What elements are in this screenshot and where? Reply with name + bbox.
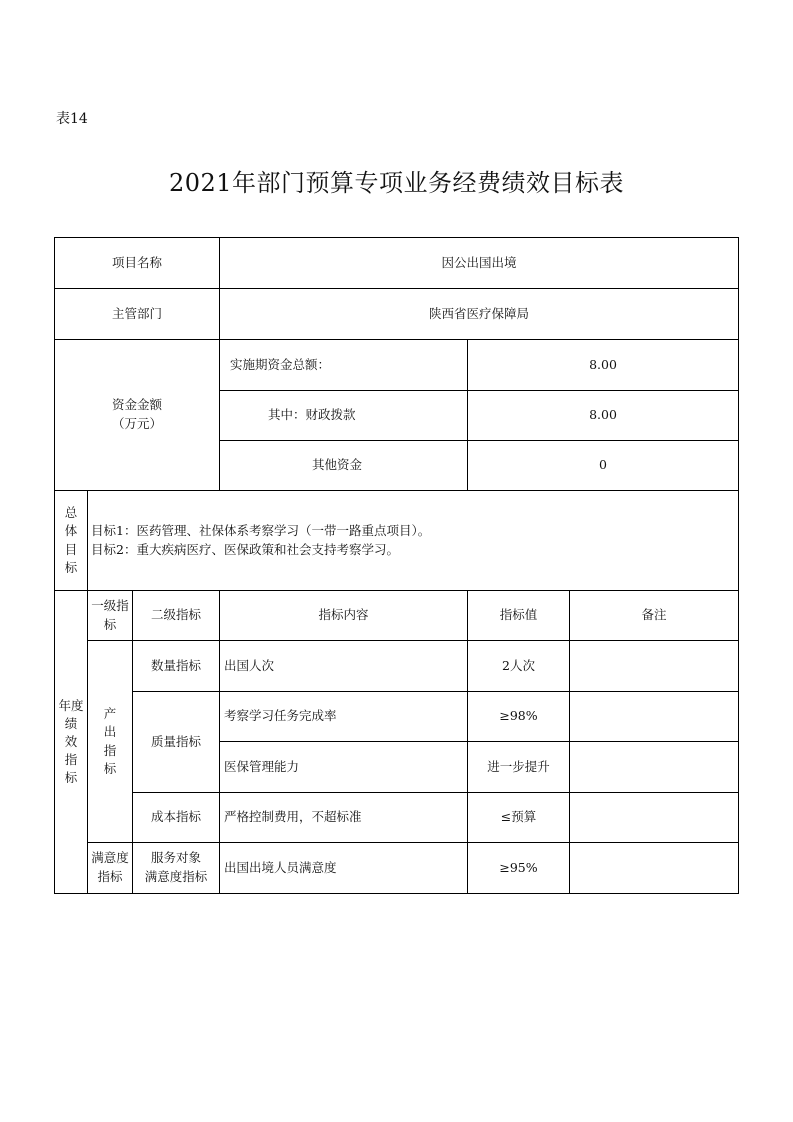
funding-total-value: 8.00 xyxy=(467,339,739,391)
satisfaction-label-line2: 指标 xyxy=(97,869,123,884)
row-quantity-note xyxy=(569,640,739,692)
annual-label-char: 效 xyxy=(64,733,78,749)
header-note: 备注 xyxy=(569,590,739,641)
row-cost-note xyxy=(569,792,739,843)
row-quality-level2: 质量指标 xyxy=(132,691,220,793)
output-indicators-label xyxy=(87,640,133,843)
funding-fiscal-label: 其中：财政拨款 xyxy=(219,390,468,441)
header-level1-line1: 一级指 xyxy=(91,597,129,613)
funding-label-line2: （万元） xyxy=(111,416,162,431)
funding-fiscal-value: 8.00 xyxy=(467,390,739,441)
row-quality-content-1: 考察学习任务完成率 xyxy=(219,691,468,742)
row-satisfaction-level2 xyxy=(132,842,220,894)
row-satisfaction-content: 出国出境人员满意度 xyxy=(219,842,468,894)
row-quantity-content: 出国人次 xyxy=(219,640,468,692)
row-cost-level2: 成本指标 xyxy=(132,792,220,843)
document-title: 2021年部门预算专项业务经费绩效目标表 xyxy=(168,169,625,197)
overall-goal-text xyxy=(87,490,739,591)
overall-goal-char: 体 xyxy=(64,523,78,539)
overall-goal-label xyxy=(54,490,88,591)
row-satisfaction-value: ≥95% xyxy=(467,842,570,894)
overall-goal-line-2: 目标2：重大疾病医疗、医保政策和社会支持考察学习。 xyxy=(91,541,399,557)
row-quality-value-1: ≥98% xyxy=(467,691,570,742)
overall-goal-line-1: 目标1：医药管理、社保体系考察学习（一带一路重点项目）。 xyxy=(91,522,431,538)
row-quality-content-2: 医保管理能力 xyxy=(219,741,468,793)
annual-label-char: 年度 xyxy=(58,697,84,713)
overall-goal-char: 目 xyxy=(64,541,78,557)
row-quality-value-2: 进一步提升 xyxy=(467,741,570,793)
header-level1 xyxy=(87,590,133,641)
header-value: 指标值 xyxy=(467,590,570,641)
funding-other-value: 0 xyxy=(467,440,739,491)
annual-label-char: 指 xyxy=(64,752,78,768)
row-cost-value: ≤预算 xyxy=(467,792,570,843)
output-label-char: 指 xyxy=(103,742,117,758)
row-quality-note-1 xyxy=(569,691,739,742)
row-quantity-level2: 数量指标 xyxy=(132,640,220,692)
funding-other-label: 其他资金 xyxy=(219,440,468,491)
department-value: 陕西省医疗保障局 xyxy=(219,288,739,340)
annual-label-char: 标 xyxy=(64,770,78,786)
overall-goal-char: 标 xyxy=(64,559,78,575)
output-label-char: 出 xyxy=(103,724,117,740)
row-cost-content: 严格控制费用，不超标准 xyxy=(219,792,468,843)
department-label: 主管部门 xyxy=(54,288,220,340)
output-label-char: 标 xyxy=(103,760,117,776)
header-level1-line2: 标 xyxy=(103,616,117,632)
row-satisfaction-level2-line2: 满意度指标 xyxy=(144,869,208,884)
funding-label-line1: 资金金额 xyxy=(111,397,162,413)
funding-label xyxy=(54,339,220,491)
overall-goal-char: 总 xyxy=(64,505,78,521)
row-quality-note-2 xyxy=(569,741,739,793)
project-name-value: 因公出国出境 xyxy=(219,237,739,289)
annual-indicators-label xyxy=(54,590,88,894)
row-quantity-value: 2人次 xyxy=(467,640,570,692)
satisfaction-indicators-label xyxy=(87,842,133,894)
header-content: 指标内容 xyxy=(219,590,468,641)
table-code: 表14 xyxy=(56,111,88,127)
satisfaction-label-line1: 满意度 xyxy=(91,850,129,866)
row-satisfaction-level2-line1: 服务对象 xyxy=(150,850,201,866)
project-name-label: 项目名称 xyxy=(54,237,220,289)
output-label-char: 产 xyxy=(103,706,117,722)
funding-total-label: 实施期资金总额： xyxy=(219,339,468,391)
annual-label-char: 绩 xyxy=(64,715,78,731)
row-satisfaction-note xyxy=(569,842,739,894)
header-level2: 二级指标 xyxy=(132,590,220,641)
